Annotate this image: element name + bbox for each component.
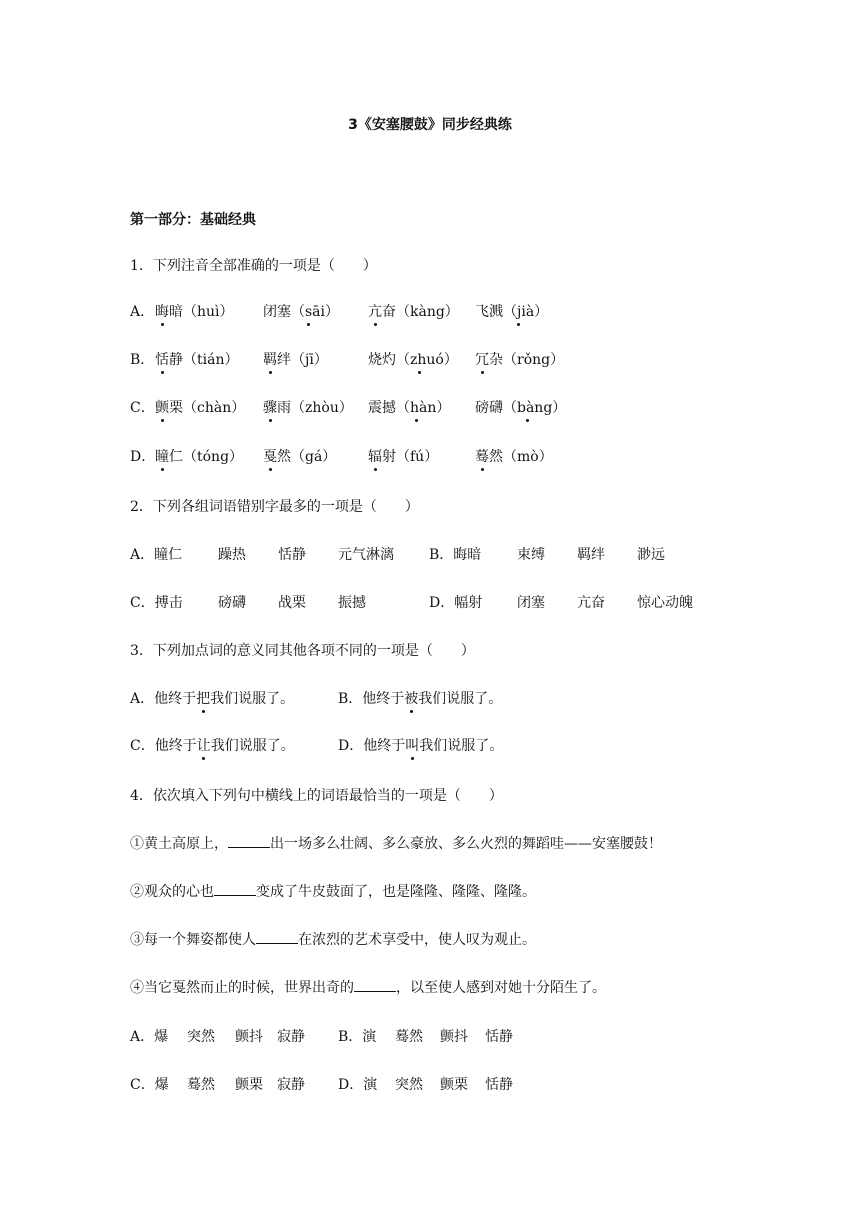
word: 磅礴 xyxy=(218,595,246,611)
word: A．瞳仁 xyxy=(130,547,183,563)
word: 战栗 xyxy=(278,595,306,611)
q1-option-d xyxy=(130,446,730,468)
word: 颤抖 xyxy=(440,1029,468,1045)
word: 躁热 xyxy=(218,547,246,563)
option-item: 晦暗（huì） xyxy=(155,301,234,323)
word: C．搏击 xyxy=(130,595,183,611)
q4-row-ab xyxy=(130,1026,730,1048)
option-label: A． xyxy=(130,304,155,320)
word: D．幅射 xyxy=(429,595,483,611)
option-item: 颤栗（chàn） xyxy=(155,397,245,419)
option-item: 震撼（hàn） xyxy=(368,397,450,419)
fill-blank xyxy=(214,881,256,896)
option-item: 骤雨（zhòu） xyxy=(263,397,353,419)
option-item: 闭塞（sāi） xyxy=(263,301,339,323)
q4-sentence-1: ①黄土高原上， 出一场多么壮阔、多么豪放、多么火烈的舞蹈哇——安塞腰鼓！ xyxy=(130,833,662,855)
q3-stem: 3．下列加点词的意义同其他各项不同的一项是（ ） xyxy=(130,643,475,659)
word: 颤栗 xyxy=(440,1077,468,1093)
word: B．晦暗 xyxy=(429,547,482,563)
word: 元气淋漓 xyxy=(338,547,394,563)
word: 亢奋 xyxy=(577,595,605,611)
word: 羁绊 xyxy=(577,547,605,563)
dotted-char: 把 xyxy=(196,688,210,710)
option-label: B． xyxy=(130,352,155,368)
q3-option-b: B．他终于被我们说服了。 xyxy=(338,688,502,710)
option-item: 辐射（fú） xyxy=(368,446,438,468)
option-item: 蓦然（mò） xyxy=(475,446,553,468)
q3-option-a: A．他终于把我们说服了。 xyxy=(130,688,294,710)
word: 束缚 xyxy=(517,547,545,563)
fill-blank xyxy=(228,833,270,848)
q4-sentence-4: ④当它戛然而止的时候，世界出奇的 ，以至使人感到对她十分陌生了。 xyxy=(130,977,606,999)
word: D．演 xyxy=(338,1077,378,1093)
fill-blank xyxy=(354,977,396,992)
q3-option-c: C．他终于让我们说服了。 xyxy=(130,735,295,757)
q3-row-ab xyxy=(130,688,730,710)
option-item: 磅礴（bàng） xyxy=(475,397,566,419)
q4-stem: 4．依次填入下列句中横线上的词语最恰当的一项是（ ） xyxy=(130,788,503,804)
q4-sentence-2: ②观众的心也 变成了牛皮鼓面了，也是隆隆、隆隆、隆隆。 xyxy=(130,881,536,903)
word: C．爆 xyxy=(130,1077,169,1093)
option-item: 飞溅（jià） xyxy=(475,301,548,323)
option-label: C． xyxy=(130,400,155,416)
word: 恬静 xyxy=(485,1077,513,1093)
word: 颤栗 xyxy=(235,1077,263,1093)
option-item: 亢奋（kàng） xyxy=(368,301,459,323)
q3-option-d: D．他终于叫我们说服了。 xyxy=(338,735,503,757)
word: 寂静 xyxy=(277,1029,305,1045)
q2-row-2 xyxy=(130,592,750,614)
option-item: 戛然（gá） xyxy=(263,446,336,468)
q1-option-c xyxy=(130,397,730,419)
q2-row-1 xyxy=(130,544,750,566)
word: 闭塞 xyxy=(517,595,545,611)
word: 恬静 xyxy=(485,1029,513,1045)
option-item: 瞳仁（tóng） xyxy=(155,446,243,468)
q2-stem: 2．下列各组词语错别字最多的一项是（ ） xyxy=(130,499,419,515)
word: 突然 xyxy=(187,1029,215,1045)
word: 寂静 xyxy=(277,1077,305,1093)
word: 颤抖 xyxy=(235,1029,263,1045)
word: 渺远 xyxy=(637,547,665,563)
word: 振撼 xyxy=(338,595,366,611)
q1-option-b xyxy=(130,349,730,371)
q1-option-a xyxy=(130,301,730,323)
word: 惊心动魄 xyxy=(637,595,693,611)
word: A．爆 xyxy=(130,1029,169,1045)
dotted-char: 被 xyxy=(404,688,418,710)
page-title: 3《安塞腰鼓》同步经典练 xyxy=(348,117,512,133)
word: 突然 xyxy=(395,1077,423,1093)
word: B．演 xyxy=(338,1029,377,1045)
q3-row-cd xyxy=(130,735,730,757)
q4-row-cd xyxy=(130,1074,730,1096)
word: 蓦然 xyxy=(395,1029,423,1045)
option-item: 烧灼（zhuó） xyxy=(368,349,458,371)
q1-stem: 1．下列注音全部准确的一项是（ ） xyxy=(130,258,377,274)
word: 恬静 xyxy=(278,547,306,563)
dotted-char: 晦 xyxy=(155,301,169,323)
dotted-char: 叫 xyxy=(405,735,419,757)
fill-blank xyxy=(256,929,298,944)
word: 蓦然 xyxy=(187,1077,215,1093)
option-item: 恬静（tián） xyxy=(155,349,238,371)
section-heading: 第一部分：基础经典 xyxy=(130,212,256,228)
dotted-char: 让 xyxy=(197,735,211,757)
option-label: D． xyxy=(130,449,156,465)
q4-sentence-3: ③每一个舞姿都使人 在浓烈的艺术享受中，使人叹为观止。 xyxy=(130,929,536,951)
option-item: 羁绊（jī） xyxy=(263,349,328,371)
option-item: 冗杂（rǒng） xyxy=(475,349,564,371)
